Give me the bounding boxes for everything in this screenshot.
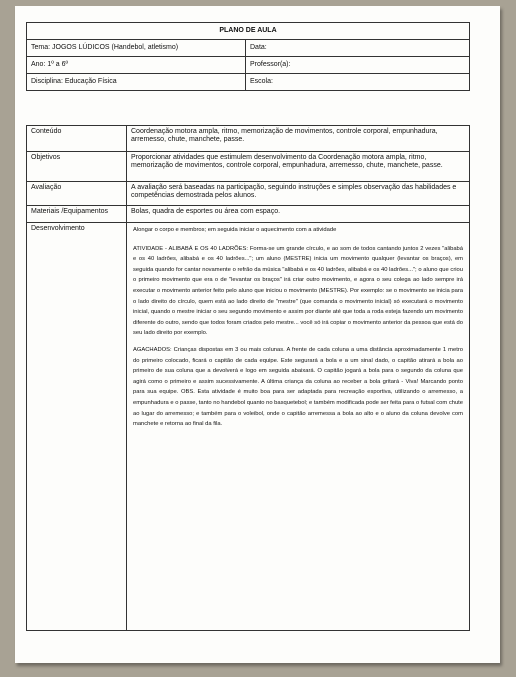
materiais-text: Bolas, quadra de esportes ou área com espaço. <box>127 206 470 223</box>
escola-field: Escola: <box>246 74 470 91</box>
lesson-details-table <box>26 125 470 631</box>
conteudo-label: Conteúdo <box>27 126 127 152</box>
avaliacao-label: Avaliação <box>27 182 127 206</box>
avaliacao-text: A avaliação será baseadas na participação, seguindo instruções e simples observação das habilidades e competências demostrada pelos alunos. <box>127 182 470 206</box>
desenvolvimento-label: Desenvolvimento <box>27 223 127 631</box>
atividade-alibaba-paragraph: ATIVIDADE - ALIBABÁ E OS 40 LADRÕES: Forma-se um grande círculo, e ao som de todos cantando juntos 2 vezes "alibabá e os 40 ladrões, alibabá e os 40 ladrões..."; um aluno (MESTRE) inicia um movimento qualquer (levantar os braços), em seguida quando for cantar novamente o refrão da música "alibabá e os 40 ladrões, alibabá e os 40 ladrões..."; o aluno que criou o primeiro movimento que era o de "levantar os braços" irá criar outro movimento, e agora o seu colega ao lado sempre irá executar o movimento anterior feito pelo aluno que iniciou o movimento (MESTRE). Por exemplo: se o movimento se inicia para o lado direito do círculo, quem está ao lado direito de "mestre" (que comanda o movimento inicial) só executará o movimento inicial, quando o mestre iniciar o seu segundo movimento e assim por diante até que toda a roda esteja fazendo um movimento diferente do outro, sendo que todos foram criados pelo mestre... você só irá copiar o movimento anterior da pessoa que está do seu lado direito por exemplo. <box>133 245 463 337</box>
disciplina-field: Disciplina: Educação Física <box>27 74 246 91</box>
tema-field: Tema: JOGOS LÚDICOS (Handebol, atletismo) <box>27 40 246 57</box>
data-field: Data: <box>246 40 470 57</box>
professor-field: Professor(a): <box>246 57 470 74</box>
page-title: PLANO DE AULA <box>27 23 470 40</box>
lesson-plan-header-table <box>26 22 470 91</box>
objetivos-text: Proporcionar atividades que estimulem desenvolvimento da Coordenação motora ampla, ritmo, memorização de movimentos, controle corporal, empunhadura, arremesso, chute, manchete, passe. <box>127 152 470 182</box>
atividade-agachados-paragraph: AGACHADOS: Crianças dispostas em 3 ou mais colunas. A frente de cada coluna a uma distância aproximadamente 1 metro do primeiro colocado, ficará o capitão de cada equipe. Este segurará a bola e a um sinal dado, o capitão atirará a bola ao primeiro de sua coluna que a devolverá e logo em seguida abaixará. O capitão jogará a bola para o segundo da coluna que agirá como o primeiro e assim sucessivamente. A última criança da coluna ao receber a bola gritará - Viva! Marcando ponto para sua equipe. OBS. Esta atividade é muito boa para ser adaptada para recreação esportiva, utilizando o arremesso, a empunhadura e o passe, tanto no handebol quanto no basquetebol; e também modificada pode ser feita para o futsal com chute ao lugar do arremesso; e também para o voleibol, onde o capitão arremessa a bola ao alto e o aluno da coluna devolve com manchete e retorna ao final da fila. <box>133 346 464 428</box>
conteudo-text: Coordenação motora ampla, ritmo, memorização de movimentos, controle corporal, empunhadura, arremesso, chute, manchete, passe. <box>127 126 470 152</box>
desenvolvimento-content <box>127 223 470 631</box>
ano-field: Ano: 1º a 6º <box>27 57 246 74</box>
desenvolvimento-intro: Alongar o corpo e membros; em seguida iniciar o aquecimento com a atividade <box>133 227 337 233</box>
objetivos-label: Objetivos <box>27 152 127 182</box>
materiais-label: Materiais /Equipamentos <box>27 206 127 223</box>
